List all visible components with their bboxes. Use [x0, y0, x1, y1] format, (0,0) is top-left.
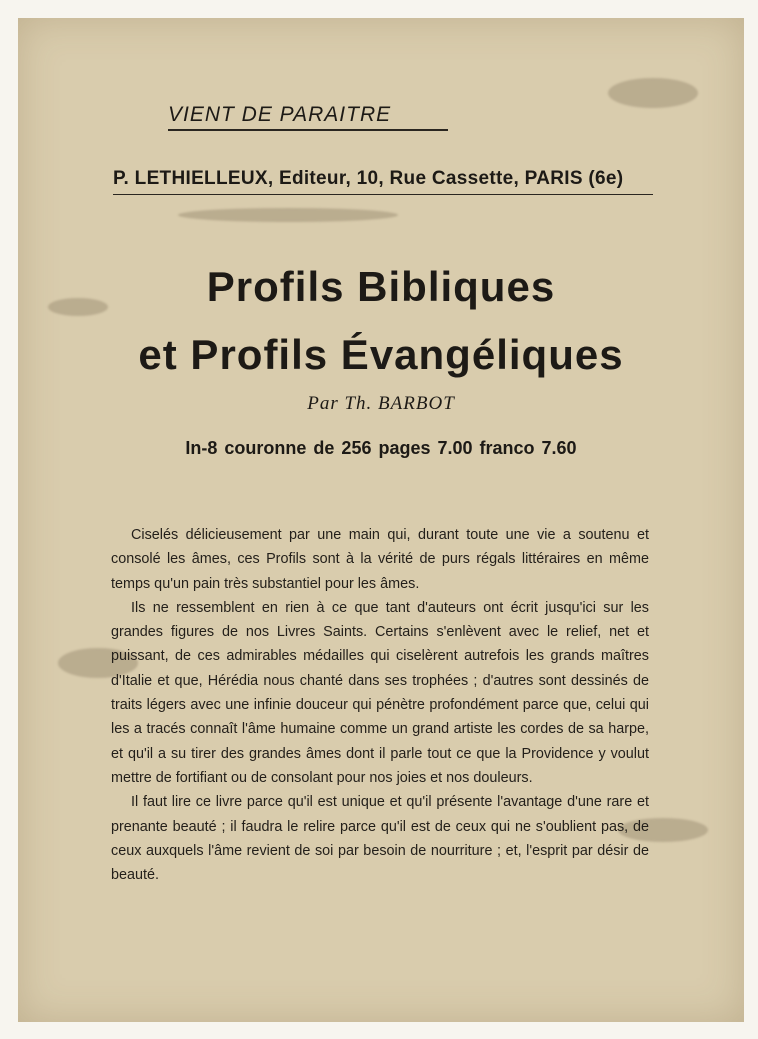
ink-stain — [608, 78, 698, 108]
book-title-line1: Profils Bibliques — [206, 263, 556, 310]
description-paragraph-1: Ciselés délicieusement par une main qui, durant toute une vie a soutenu et consolé les âmes, ces Profils sont à la vérité de purs régals littéraires en même temps qu'un pain très substantiel pour les âmes. — [111, 527, 649, 592]
description-body — [111, 523, 649, 887]
publisher-line: P. LETHIELLEUX, Editeur, 10, Rue Cassette, PARIS (6e) — [113, 168, 653, 195]
announcement-heading: VIENT DE PARAITRE — [168, 103, 448, 131]
description-paragraph-2: Ils ne ressemblent en rien à ce que tant d'auteurs ont écrit jusqu'ici sur les grandes figures de nos Livres Saints. Certains s'enlèvent avec le relief, net et puissant, de ces admirables médailles qui ciselèrent autrefois les grands maîtres d'Italie et que, Hérédia nous chanté dans ses trophées ; d'autres sont dessinés de traits légers avec une infinie douceur qui pénètre profondément parce que, celui qui les a tracés connaît l'âme humaine comme un grand artiste les cordes de sa harpe, et qu'il a su tirer des grandes âmes dont il parle tout ce que la Providence y voulut mettre de fortifiant ou de consolant pour nos joies et nos douleurs. — [111, 599, 649, 786]
book-author: Par Th. BARBOT — [307, 393, 455, 414]
ink-stain — [178, 208, 398, 222]
book-format-price: In-8 couronne de 256 pages 7.00 franco 7.60 — [185, 438, 577, 458]
description-paragraph-3: Il faut lire ce livre parce qu'il est unique et qu'il présente l'avantage d'une rare et prenante beauté ; il faudra le relire parce qu'il est de ceux qui ne s'oublient pas, de ceux auxquels l'âme revient de soi par besoin de nourriture ; et, l'esprit par désir de beauté. — [111, 794, 649, 884]
book-title-line2: et Profils Évangéliques — [138, 331, 624, 378]
leaflet-page — [18, 18, 744, 1022]
